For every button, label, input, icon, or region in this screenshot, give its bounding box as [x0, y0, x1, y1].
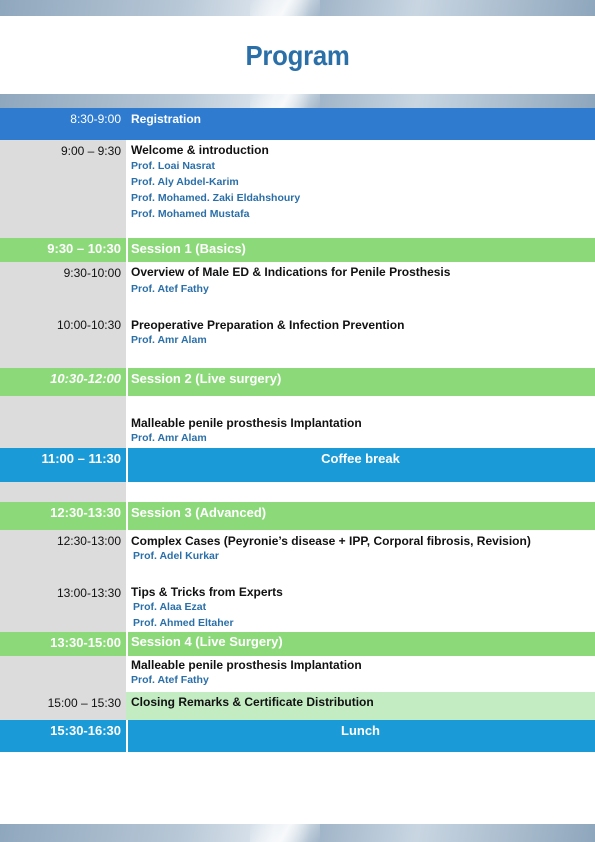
registration-time: 8:30-9:00	[70, 112, 121, 126]
tips-row	[0, 582, 595, 632]
lunch-time: 15:30-16:30	[50, 723, 121, 738]
complex-cases-row	[0, 530, 595, 582]
tips-title: Tips & Tricks from Experts	[131, 585, 283, 599]
welcome-speaker: Prof. Loai Nasrat	[131, 160, 216, 172]
title-decorative-band	[0, 94, 595, 108]
complex-cases-time: 12:30-13:00	[0, 530, 126, 582]
malleable-1-title: Malleable penile prosthesis Implantation	[131, 416, 362, 430]
session-1-time: 9:30 – 10:30	[47, 241, 121, 256]
preop-row	[0, 314, 595, 368]
session-2-row	[0, 368, 595, 396]
complex-cases-speaker: Prof. Adel Kurkar	[133, 550, 219, 562]
lunch-row	[0, 720, 595, 752]
session-2-title: Session 2 (Live surgery)	[131, 371, 282, 386]
session-4-time: 13:30-15:00	[50, 635, 121, 650]
welcome-speaker: Prof. Aly Abdel-Karim	[131, 176, 239, 188]
session-2-time: 10:30-12:00	[50, 371, 121, 386]
welcome-time: 9:00 – 9:30	[0, 140, 126, 238]
welcome-speaker: Prof. Mohamed Mustafa	[131, 208, 250, 220]
malleable-2-title: Malleable penile prosthesis Implantation	[131, 658, 362, 672]
session-4-title: Session 4 (Live Surgery)	[131, 634, 283, 649]
coffee-break-row	[0, 448, 595, 482]
overview-title: Overview of Male ED & Indications for Penile Prosthesis	[131, 265, 451, 279]
welcome-title: Welcome & introduction	[131, 143, 269, 157]
malleable-1-row	[0, 396, 595, 448]
closing-title: Closing Remarks & Certificate Distribution	[131, 695, 374, 709]
bottom-decorative-band	[0, 824, 595, 842]
welcome-row	[0, 140, 595, 238]
welcome-speaker: Prof. Mohamed. Zaki Eldahshoury	[131, 192, 301, 204]
overview-time: 9:30-10:00	[0, 262, 126, 314]
preop-speaker: Prof. Amr Alam	[131, 334, 207, 346]
overview-row	[0, 262, 595, 314]
coffee-break-title: Coffee break	[321, 451, 400, 466]
closing-time: 15:00 – 15:30	[0, 692, 126, 720]
spacer-row	[0, 482, 595, 502]
session-4-row	[0, 632, 595, 656]
malleable-2-speaker: Prof. Atef Fathy	[131, 674, 209, 686]
lunch-title: Lunch	[341, 723, 380, 738]
registration-title: Registration	[131, 112, 202, 126]
overview-speaker: Prof. Atef Fathy	[131, 283, 209, 295]
tips-speaker: Prof. Ahmed Eltaher	[133, 617, 234, 629]
registration-row	[0, 108, 595, 140]
top-decorative-band	[0, 0, 595, 16]
session-3-title: Session 3 (Advanced)	[131, 505, 267, 520]
tips-speaker: Prof. Alaa Ezat	[133, 601, 207, 613]
preop-title: Preoperative Preparation & Infection Prevention	[131, 318, 405, 332]
malleable-1-speaker: Prof. Amr Alam	[131, 432, 207, 444]
complex-cases-title: Complex Cases (Peyronie’s disease + IPP, Corporal fibrosis, Revision)	[131, 534, 531, 548]
session-3-time: 12:30-13:30	[50, 505, 121, 520]
page-title: Program	[245, 40, 350, 71]
session-1-row	[0, 238, 595, 262]
closing-row	[0, 692, 595, 720]
preop-time: 10:00-10:30	[0, 314, 126, 368]
tips-time: 13:00-13:30	[0, 582, 126, 632]
session-3-row	[0, 502, 595, 530]
session-1-title: Session 1 (Basics)	[131, 241, 246, 256]
malleable-2-row	[0, 656, 595, 692]
coffee-break-time: 11:00 – 11:30	[41, 451, 121, 466]
